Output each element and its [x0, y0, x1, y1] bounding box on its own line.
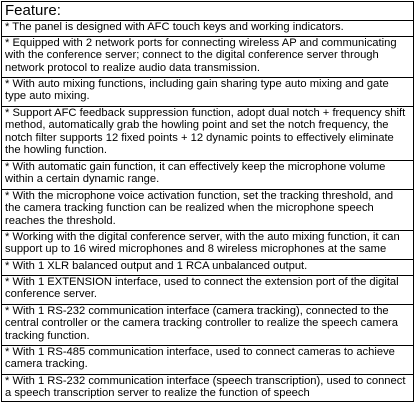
- feature-item: [2, 107, 414, 161]
- feature-item: [2, 21, 414, 37]
- table-row: [2, 2, 414, 21]
- feature-item: [2, 190, 414, 231]
- feature-item-text: * With 1 RS-485 communication interface, used to connect cameras to achieve camera tracking.: [5, 346, 395, 371]
- feature-item: [2, 78, 414, 107]
- feature-item-text: * With auto mixing functions, including gain sharing type auto mixing and gate type auto mixing.: [5, 78, 389, 103]
- table-row: [2, 231, 414, 260]
- table-row: [2, 107, 414, 161]
- feature-item-text: * With 1 XLR balanced output and 1 RCA unbalanced output.: [5, 260, 308, 272]
- table-row: [2, 37, 414, 78]
- feature-item-text: * Working with the digital conference server, with the auto mixing function, it can support up to 16 wired microphones and 8 wireless microphones at the same: [5, 231, 400, 256]
- feature-item: [2, 260, 414, 276]
- feature-item: [2, 37, 414, 78]
- feature-item: [2, 375, 414, 402]
- feature-item: [2, 305, 414, 346]
- feature-item-text: * Equipped with 2 network ports for connecting wireless AP and communicating with the conference server; connect to the digital conference server through network protocol to realize audio data transmission.: [5, 37, 397, 74]
- feature-item-text: * With 1 EXTENSION interface, used to connect the extension port of the digital conference server.: [5, 276, 399, 301]
- table-row: [2, 190, 414, 231]
- table-row: [2, 21, 414, 37]
- table-row: [2, 260, 414, 276]
- feature-item-text: * With 1 RS-232 communication interface (camera tracking), connected to the central controller or the camera tracking controller to realize the speech camera tracking function.: [5, 305, 398, 342]
- table-row: [2, 305, 414, 346]
- feature-item-text: * The panel is designed with AFC touch keys and working indicators.: [5, 21, 344, 33]
- feature-item: [2, 161, 414, 190]
- feature-item-text: * Support AFC feedback suppression function, adopt dual notch + frequency shift method, automatically grab the howling point and set the notch frequency, the notch filter supports 12 fixed points + 12 dynamic points to effectively eliminate the howling function.: [5, 107, 406, 157]
- feature-title-text: Feature:: [5, 2, 61, 19]
- table-row: [2, 78, 414, 107]
- feature-item-text: * With automatic gain function, it can effectively keep the microphone volume within a certain dynamic range.: [5, 161, 386, 186]
- table-row: [2, 375, 414, 402]
- table-row: [2, 276, 414, 305]
- feature-title: [2, 2, 414, 21]
- feature-item-text: * With the microphone voice activation function, set the tracking threshold, and the camera tracking function can be realized when the microphone speech reaches the threshold.: [5, 190, 394, 227]
- feature-item: [2, 231, 414, 260]
- feature-table: [1, 1, 414, 402]
- feature-item: [2, 276, 414, 305]
- feature-item: [2, 346, 414, 375]
- feature-item-text: * With 1 RS-232 communication interface (speech transcription), used to connect a speech transcription server to realize the function of speech: [5, 375, 406, 400]
- table-row: [2, 161, 414, 190]
- table-row: [2, 346, 414, 375]
